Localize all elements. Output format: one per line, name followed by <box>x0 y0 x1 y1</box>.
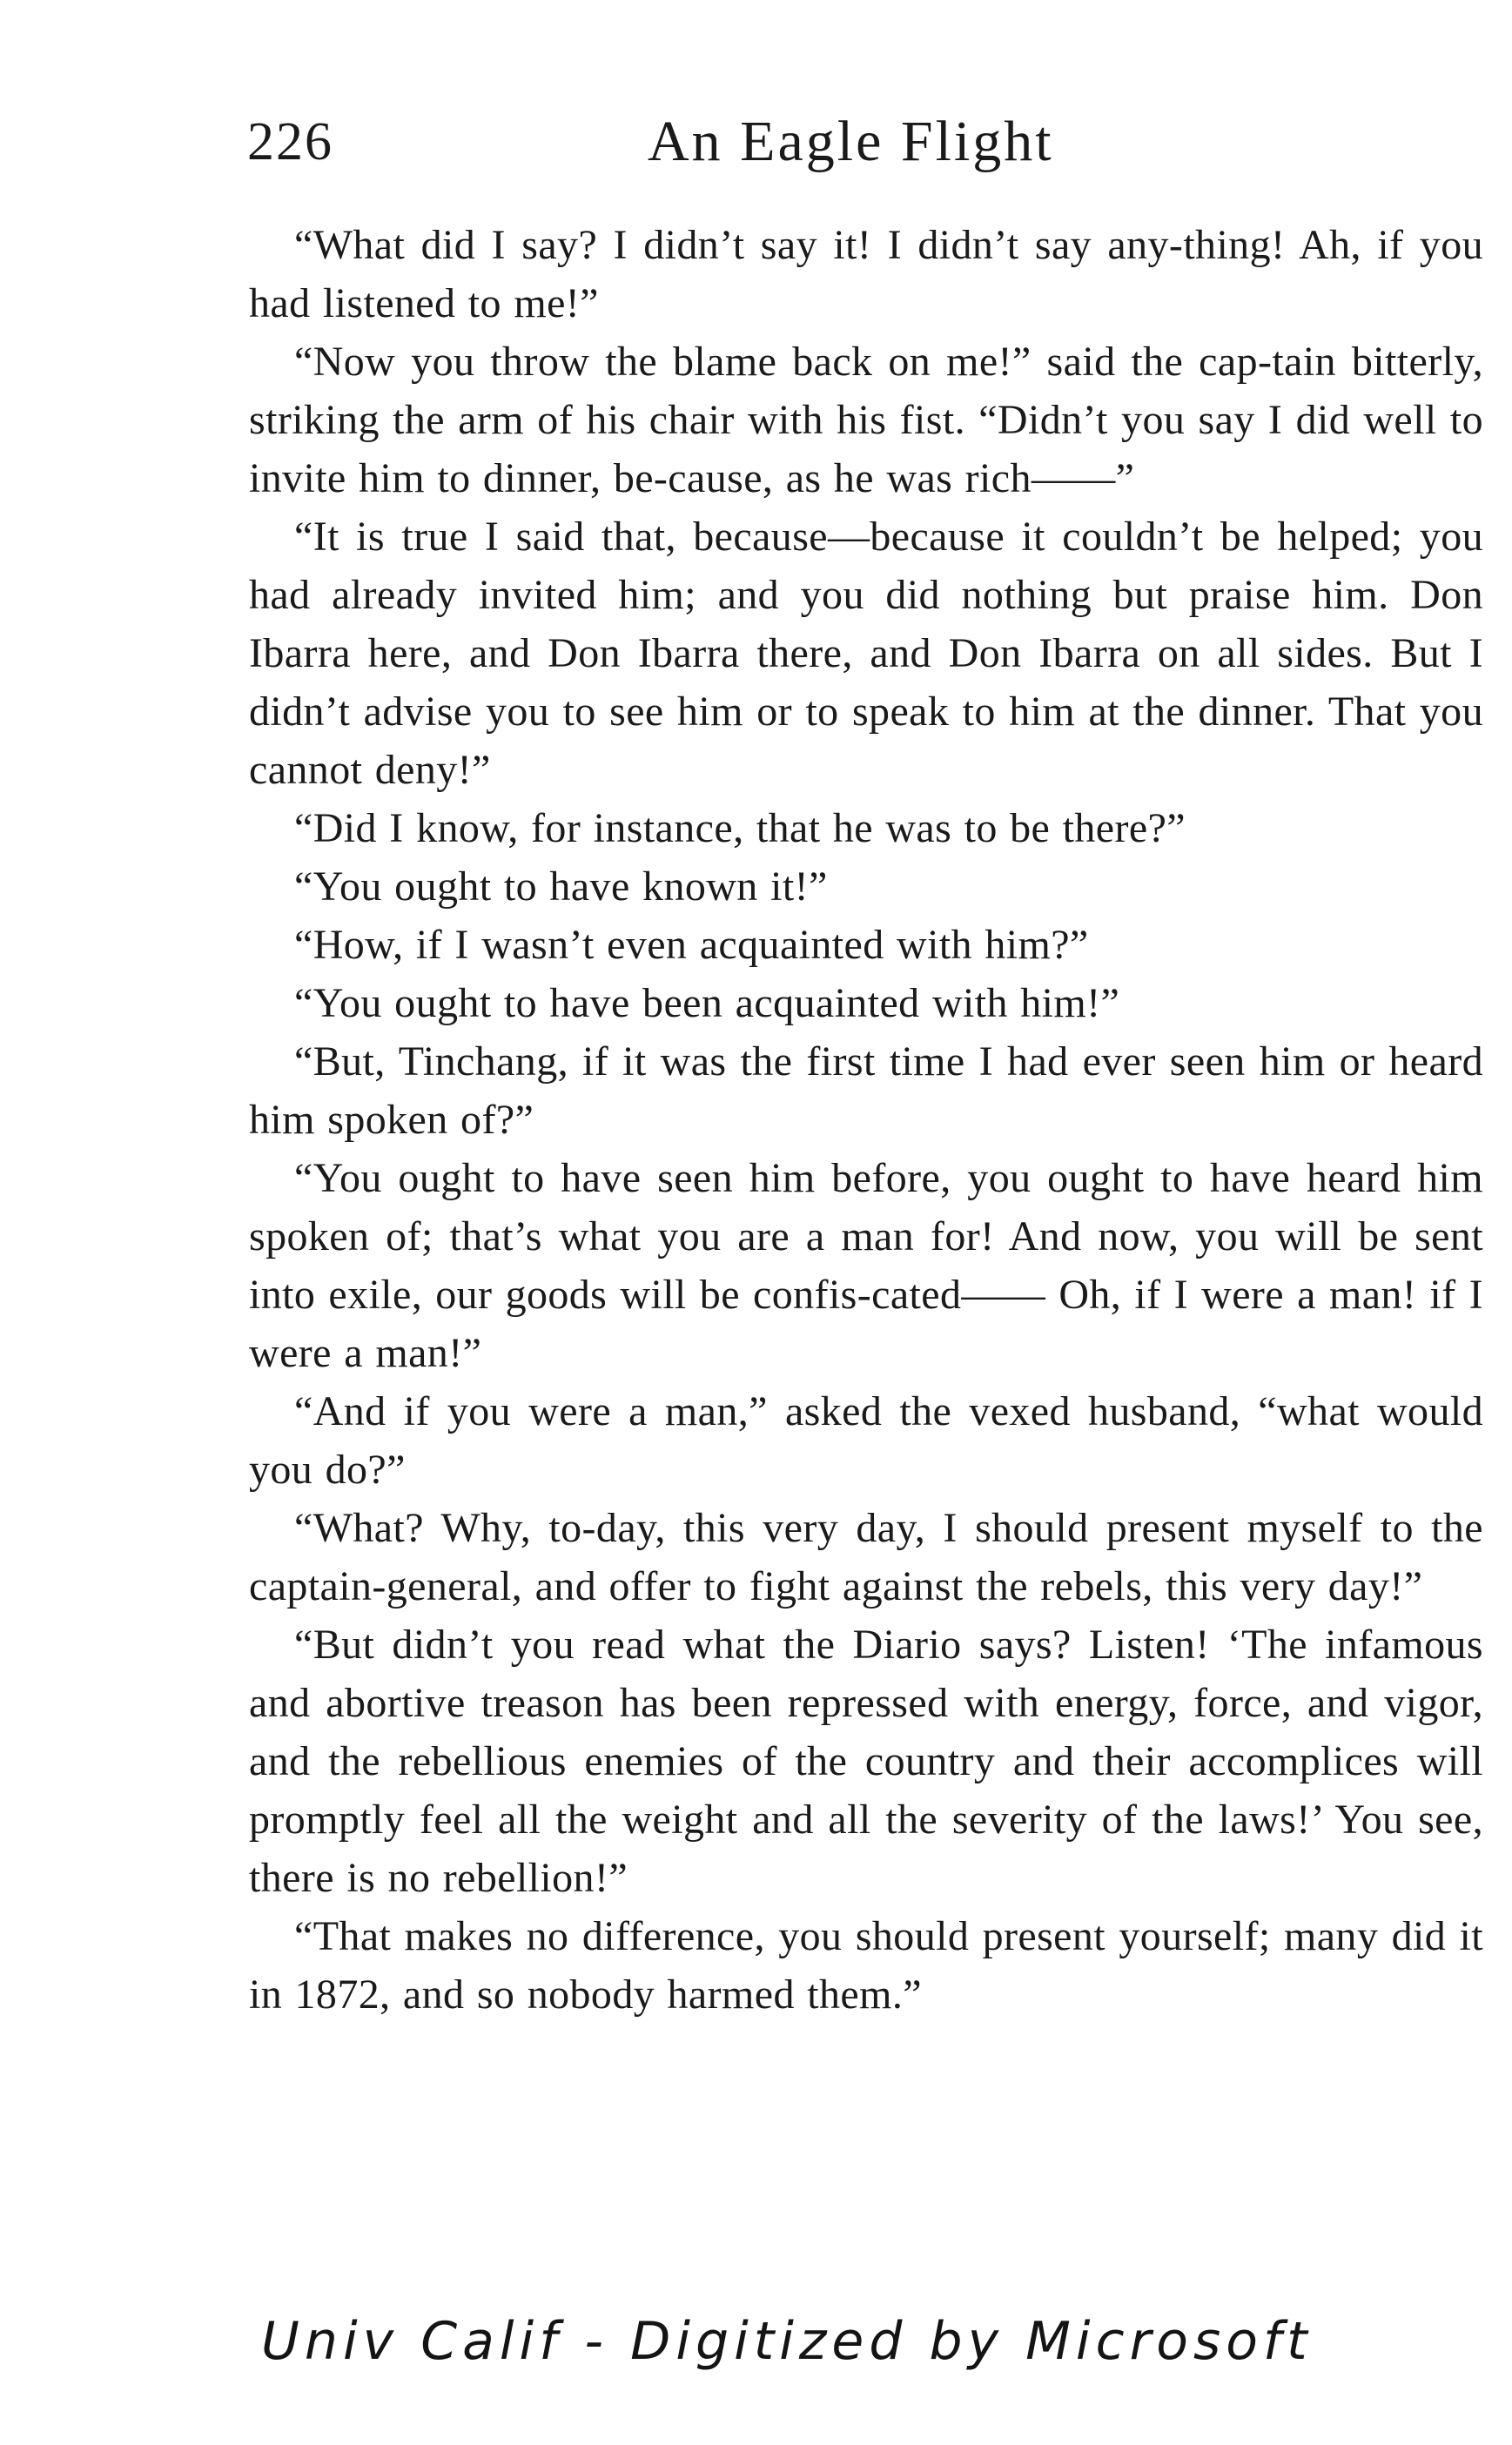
running-title: An Eagle Flight <box>648 110 1054 173</box>
paragraph: “That makes no difference, you should present yourself; many did it in 1872, and so nobody harmed them.” <box>249 1913 1483 2018</box>
paragraph: “But, Tinchang, if it was the first time I had ever seen him or heard him spoken of?” <box>249 1038 1483 1143</box>
digitization-watermark: Univ Calif - Digitized by Microsoft <box>261 2311 1313 2372</box>
paragraph: “And if you were a man,” asked the vexed husband, “what would you do?” <box>249 1388 1483 1493</box>
paragraph: “You ought to have known it!” <box>294 863 828 910</box>
paragraph: “What did I say? I didn’t say it! I didn’t say any-thing! Ah, if you had listened to me!” <box>249 222 1483 326</box>
paragraph: “How, if I wasn’t even acquainted with him?” <box>294 922 1089 968</box>
paragraph: “But didn’t you read what the Diario says? Listen! ‘The infamous and abortive treason has been repressed with energy, force, and vigor, and the rebellious enemies of the country and their accomplices will promptly feel all the weight and all the severity of the laws!’ You see, there is no rebellion!” <box>249 1622 1483 1901</box>
page-header <box>247 103 1483 181</box>
body-text <box>249 216 1483 2024</box>
paragraph: “Now you throw the blame back on me!” said the cap-tain bitterly, striking the arm of his chair with his fist. “Didn’t you say I did well to invite him to dinner, be-cause, as he was rich——” <box>249 339 1483 501</box>
paragraph: “You ought to have been acquainted with him!” <box>294 980 1120 1026</box>
paragraph: “You ought to have seen him before, you ought to have heard him spoken of; that’s what you are a man for! And now, you will be sent into exile, our goods will be confis-cated—— Oh, if I were a man! if I were a man!” <box>249 1155 1483 1376</box>
paragraph: “It is true I said that, because—because it couldn’t be helped; you had already invited him; and you did nothing but praise him. Don Ibarra here, and Don Ibarra there, and Don Ibarra on all sides. But I didn’t advise you to see him or to speak to him at the dinner. That you cannot deny!” <box>249 514 1483 793</box>
paragraph: “Did I know, for instance, that he was to be there?” <box>294 805 1186 851</box>
page-number: 226 <box>247 112 333 171</box>
paragraph: “What? Why, to-day, this very day, I should present myself to the captain-general, and offer to fight against the rebels, this very day!” <box>249 1505 1483 1609</box>
